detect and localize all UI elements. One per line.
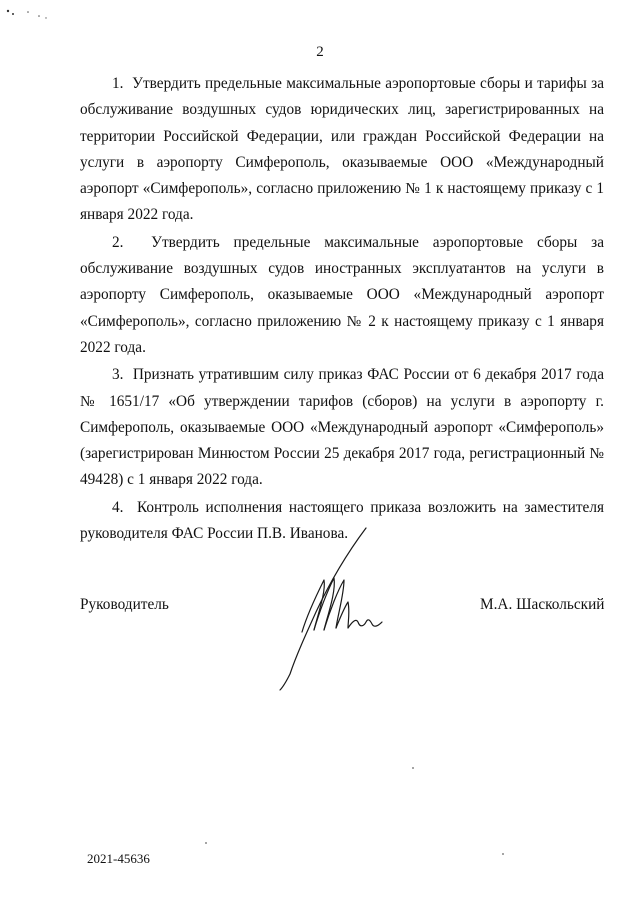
paragraph-number: 2. [112, 233, 124, 251]
handwritten-signature [268, 522, 388, 697]
paragraph-number: 4. [112, 498, 124, 516]
scan-speck [205, 842, 207, 844]
paragraph-2 [80, 230, 604, 361]
signatory-title: Руководитель [80, 596, 169, 613]
document-registration-number: 2021-45636 [87, 851, 150, 866]
paragraph-3 [80, 362, 604, 493]
page-number: 2 [316, 44, 324, 60]
paragraph-number: 1. [112, 75, 124, 92]
paragraph-text: Контроль исполнения настоящего приказа возложить на заместителя руководителя ФАС России П.В. Иванова. [80, 498, 604, 543]
paragraph-text: Утвердить предельные максимальные аэропортовые сборы и тарифы за обслуживание воздушных судов юридических лиц, зарегистрированных на территории Российской Федерации, или граждан Российской Федерации на услуги в аэропорту Симферополь, оказываемые ООО «Международный аэропорт «Симферополь», согласно приложению № 1 к настоящему приказу с 1 января 2022 года. [80, 75, 604, 224]
paragraph-1 [80, 71, 604, 229]
paragraph-number: 3. [112, 366, 124, 384]
signatory-name: М.А. Шаскольский [480, 596, 605, 613]
paragraph-text: Признать утратившим силу приказ ФАС России от 6 декабря 2017 года № 1651/17 «Об утверждении тарифов (сборов) на услуги в аэропорту г. Симферополь, оказываемые ООО «Международный аэропорт «Симферополь» (зарегистрирован Минюстом России 25 декабря 2017 года, регистрационный № 49428) с 1 января 2022 года. [80, 366, 604, 489]
paragraph-text: Утвердить предельные максимальные аэропортовые сборы за обслуживание воздушных судов иностранных эксплуатантов на услуги в аэропорту Симферополь, оказываемые ООО «Международный аэропорт «Симферополь», согласно приложению № 2 к настоящему приказу с 1 января 2022 года. [80, 233, 604, 356]
order-body [80, 71, 604, 548]
scan-speck [502, 853, 504, 855]
scan-corner-marks [6, 8, 56, 27]
scan-speck [412, 767, 414, 769]
